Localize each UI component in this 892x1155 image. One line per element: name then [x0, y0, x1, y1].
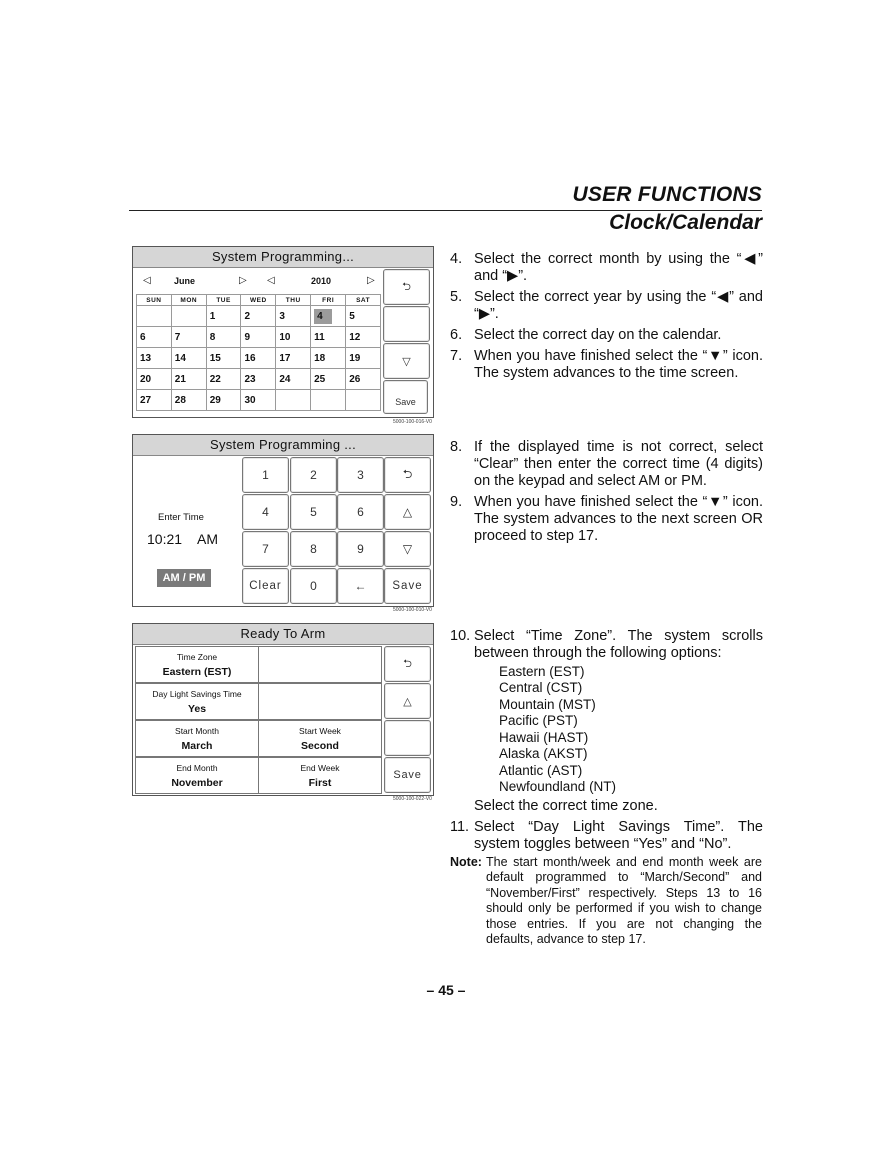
- down-arrow-icon: ▽: [402, 542, 413, 556]
- month-prev-icon[interactable]: ◁: [143, 275, 151, 286]
- meridiem-value: AM: [197, 531, 218, 547]
- calendar-day-number: 19: [349, 352, 361, 364]
- up-button[interactable]: [384, 683, 431, 719]
- calendar-day-cell[interactable]: [241, 327, 276, 348]
- calendar-day-cell[interactable]: [137, 369, 172, 390]
- month-label: June: [174, 276, 196, 286]
- calendar-day-number: 9: [244, 331, 250, 343]
- calendar-day-number: 21: [174, 373, 186, 385]
- calendar-day-number: 2: [244, 310, 250, 322]
- calendar-day-cell[interactable]: [206, 390, 241, 411]
- year-prev-icon[interactable]: ◁: [267, 275, 275, 286]
- ready-to-arm-title: Ready To Arm: [133, 624, 433, 645]
- calendar-day-cell[interactable]: [276, 369, 311, 390]
- blank-cell: [258, 646, 382, 683]
- calendar-day-number: 23: [244, 373, 256, 385]
- calendar-day-cell[interactable]: [171, 348, 206, 369]
- calendar-screen: [132, 246, 434, 418]
- figure-id: 5000-100-022-V0: [393, 796, 432, 802]
- note-label: Note:: [450, 855, 482, 869]
- calendar-day-cell[interactable]: [241, 369, 276, 390]
- calendar-day-number: 28: [174, 394, 186, 406]
- calendar-day-cell[interactable]: [137, 348, 172, 369]
- blank-cell: [258, 683, 382, 720]
- back-icon: ⮌: [402, 466, 413, 481]
- end-week-cell[interactable]: End Week First: [258, 757, 382, 794]
- key-5[interactable]: 5: [290, 494, 337, 530]
- calendar-day-cell[interactable]: [346, 327, 381, 348]
- calendar-day-cell[interactable]: [241, 390, 276, 411]
- section-title: USER FUNCTIONS: [572, 183, 762, 206]
- key-9[interactable]: 9: [337, 531, 384, 567]
- option-item: Hawaii (HAST): [499, 730, 589, 745]
- dst-cell[interactable]: Day Light Savings Time Yes: [135, 683, 259, 720]
- calendar-day-number: 22: [209, 373, 221, 385]
- key-6[interactable]: 6: [337, 494, 384, 530]
- calendar-day-number: 14: [174, 352, 186, 364]
- calendar-week-row: [137, 327, 381, 348]
- calendar-week-row: [137, 390, 381, 411]
- option-item: Eastern (EST): [499, 664, 585, 679]
- save-button[interactable]: Save: [383, 380, 428, 414]
- up-arrow-icon: △: [403, 695, 412, 708]
- calendar-day-cell[interactable]: [206, 348, 241, 369]
- key-3[interactable]: 3: [337, 457, 384, 493]
- weekday-header: TUE: [206, 295, 241, 306]
- start-month-cell[interactable]: Start Month March: [135, 720, 259, 757]
- weekday-header: FRI: [311, 295, 346, 306]
- back-icon: ⮌: [402, 280, 411, 293]
- calendar-empty-cell: [137, 306, 172, 327]
- option-item: Mountain (MST): [499, 697, 596, 712]
- calendar-day-cell[interactable]: [346, 306, 381, 327]
- calendar-day-cell[interactable]: [171, 390, 206, 411]
- calendar-day-cell[interactable]: [137, 327, 172, 348]
- save-button[interactable]: Save: [384, 568, 431, 604]
- calendar-day-number: 26: [349, 373, 361, 385]
- calendar-day-cell[interactable]: [276, 348, 311, 369]
- back-button[interactable]: [383, 269, 430, 305]
- key-8[interactable]: 8: [290, 531, 337, 567]
- clear-button[interactable]: Clear: [242, 568, 289, 604]
- calendar-day-number: 4: [314, 309, 332, 324]
- calendar-screen-title: System Programming...: [133, 247, 433, 268]
- calendar-week-row: [137, 348, 381, 369]
- calendar-week-row: [137, 369, 381, 390]
- calendar-day-cell[interactable]: [346, 369, 381, 390]
- blank-button[interactable]: [384, 720, 431, 756]
- down-button[interactable]: [384, 531, 431, 567]
- step-10-after: Select the correct time zone.: [474, 798, 658, 814]
- figure-id: 5000-100-016-V0: [393, 419, 432, 425]
- calendar-day-number: 15: [209, 352, 221, 364]
- option-item: Newfoundland (NT): [499, 779, 617, 794]
- option-item: Atlantic (AST): [499, 763, 583, 778]
- note-text: The start month/week and end month week are default programmed to “March/Second” and “November/First” respectively. Steps 13 to 16 should only be performed if you wish to change those entries. If you are not changing the defaults, advance to step 17.: [486, 855, 762, 947]
- calendar-day-cell[interactable]: [241, 306, 276, 327]
- page-number: – 45 –: [426, 982, 466, 998]
- calendar-day-number: 5: [349, 310, 355, 322]
- calendar-day-cell[interactable]: [137, 390, 172, 411]
- calendar-week-row: [137, 306, 381, 327]
- calendar-day-number: 30: [244, 394, 256, 406]
- year-label: 2010: [311, 276, 332, 286]
- calendar-day-cell[interactable]: [241, 348, 276, 369]
- calendar-day-cell[interactable]: [171, 369, 206, 390]
- weekday-header: SAT: [346, 295, 381, 306]
- calendar-day-number: 16: [244, 352, 256, 364]
- option-item: Pacific (PST): [499, 713, 578, 728]
- calendar-day-cell[interactable]: [311, 306, 346, 327]
- calendar-day-cell[interactable]: [346, 348, 381, 369]
- calendar-day-number: 1: [209, 310, 216, 322]
- weekday-header: SUN: [137, 295, 172, 306]
- back-button[interactable]: [384, 646, 431, 682]
- key-0[interactable]: 0: [290, 568, 337, 604]
- key-4[interactable]: 4: [242, 494, 289, 530]
- option-item: Alaska (AKST): [499, 746, 588, 761]
- time-screen: [132, 434, 434, 607]
- enter-time-label: Enter Time: [158, 512, 204, 523]
- page-subtitle: Clock/Calendar: [609, 211, 762, 234]
- ready-to-arm-screen: [132, 623, 434, 796]
- year-next-icon[interactable]: ▷: [367, 275, 375, 286]
- up-arrow-icon: △: [402, 505, 413, 519]
- key-1[interactable]: 1: [242, 457, 289, 493]
- weekday-header: THU: [276, 295, 311, 306]
- option-item: Central (CST): [499, 680, 583, 695]
- calendar-empty-cell: [311, 390, 346, 411]
- weekday-header: MON: [171, 295, 206, 306]
- weekday-header: WED: [241, 295, 276, 306]
- calendar-day-number: 20: [140, 373, 152, 385]
- blank-button[interactable]: [383, 306, 430, 342]
- calendar-day-cell[interactable]: [311, 327, 346, 348]
- calendar-day-number: 8: [209, 331, 216, 343]
- save-button[interactable]: Save: [384, 757, 431, 793]
- down-button[interactable]: [383, 343, 430, 379]
- time-screen-title: System Programming ...: [133, 435, 433, 456]
- figure-id: 5000-100-010-V0: [393, 607, 432, 613]
- calendar-day-number: 12: [349, 331, 361, 343]
- up-button[interactable]: [384, 494, 431, 530]
- calendar-empty-cell: [346, 390, 381, 411]
- calendar-day-cell[interactable]: [206, 306, 241, 327]
- calendar-grid: [136, 294, 381, 411]
- start-week-cell[interactable]: Start Week Second: [258, 720, 382, 757]
- calendar-day-cell[interactable]: [276, 327, 311, 348]
- time-zone-cell[interactable]: Time Zone Eastern (EST): [135, 646, 259, 683]
- calendar-day-number: 29: [209, 394, 221, 406]
- ampm-button[interactable]: AM / PM: [157, 569, 211, 587]
- calendar-day-cell[interactable]: [206, 369, 241, 390]
- calendar-day-cell[interactable]: [276, 306, 311, 327]
- down-arrow-icon: ▽: [402, 355, 411, 368]
- calendar-day-number: 25: [314, 373, 326, 385]
- calendar-empty-cell: [276, 390, 311, 411]
- calendar-day-number: 6: [140, 331, 146, 343]
- calendar-day-cell[interactable]: [311, 348, 346, 369]
- calendar-day-number: 11: [314, 331, 325, 343]
- end-month-cell[interactable]: End Month November: [135, 757, 259, 794]
- calendar-day-number: 27: [140, 394, 152, 406]
- calendar-day-number: 3: [279, 310, 285, 322]
- calendar-day-number: 17: [279, 352, 291, 364]
- calendar-day-number: 18: [314, 352, 326, 364]
- key-7[interactable]: 7: [242, 531, 289, 567]
- calendar-day-number: 7: [174, 331, 181, 343]
- calendar-day-number: 24: [279, 373, 291, 385]
- back-button[interactable]: [384, 457, 431, 493]
- calendar-day-cell[interactable]: [206, 327, 241, 348]
- backspace-button[interactable]: [337, 568, 384, 604]
- back-icon: ⮌: [403, 657, 412, 670]
- month-next-icon[interactable]: ▷: [239, 275, 247, 286]
- backspace-arrow-icon: ←: [354, 579, 367, 593]
- calendar-day-number: 13: [140, 352, 152, 364]
- calendar-day-cell[interactable]: [311, 369, 346, 390]
- calendar-day-cell[interactable]: [171, 327, 206, 348]
- calendar-empty-cell: [171, 306, 206, 327]
- calendar-day-number: 10: [279, 331, 291, 343]
- key-2[interactable]: 2: [290, 457, 337, 493]
- time-value: 10:21: [147, 531, 183, 547]
